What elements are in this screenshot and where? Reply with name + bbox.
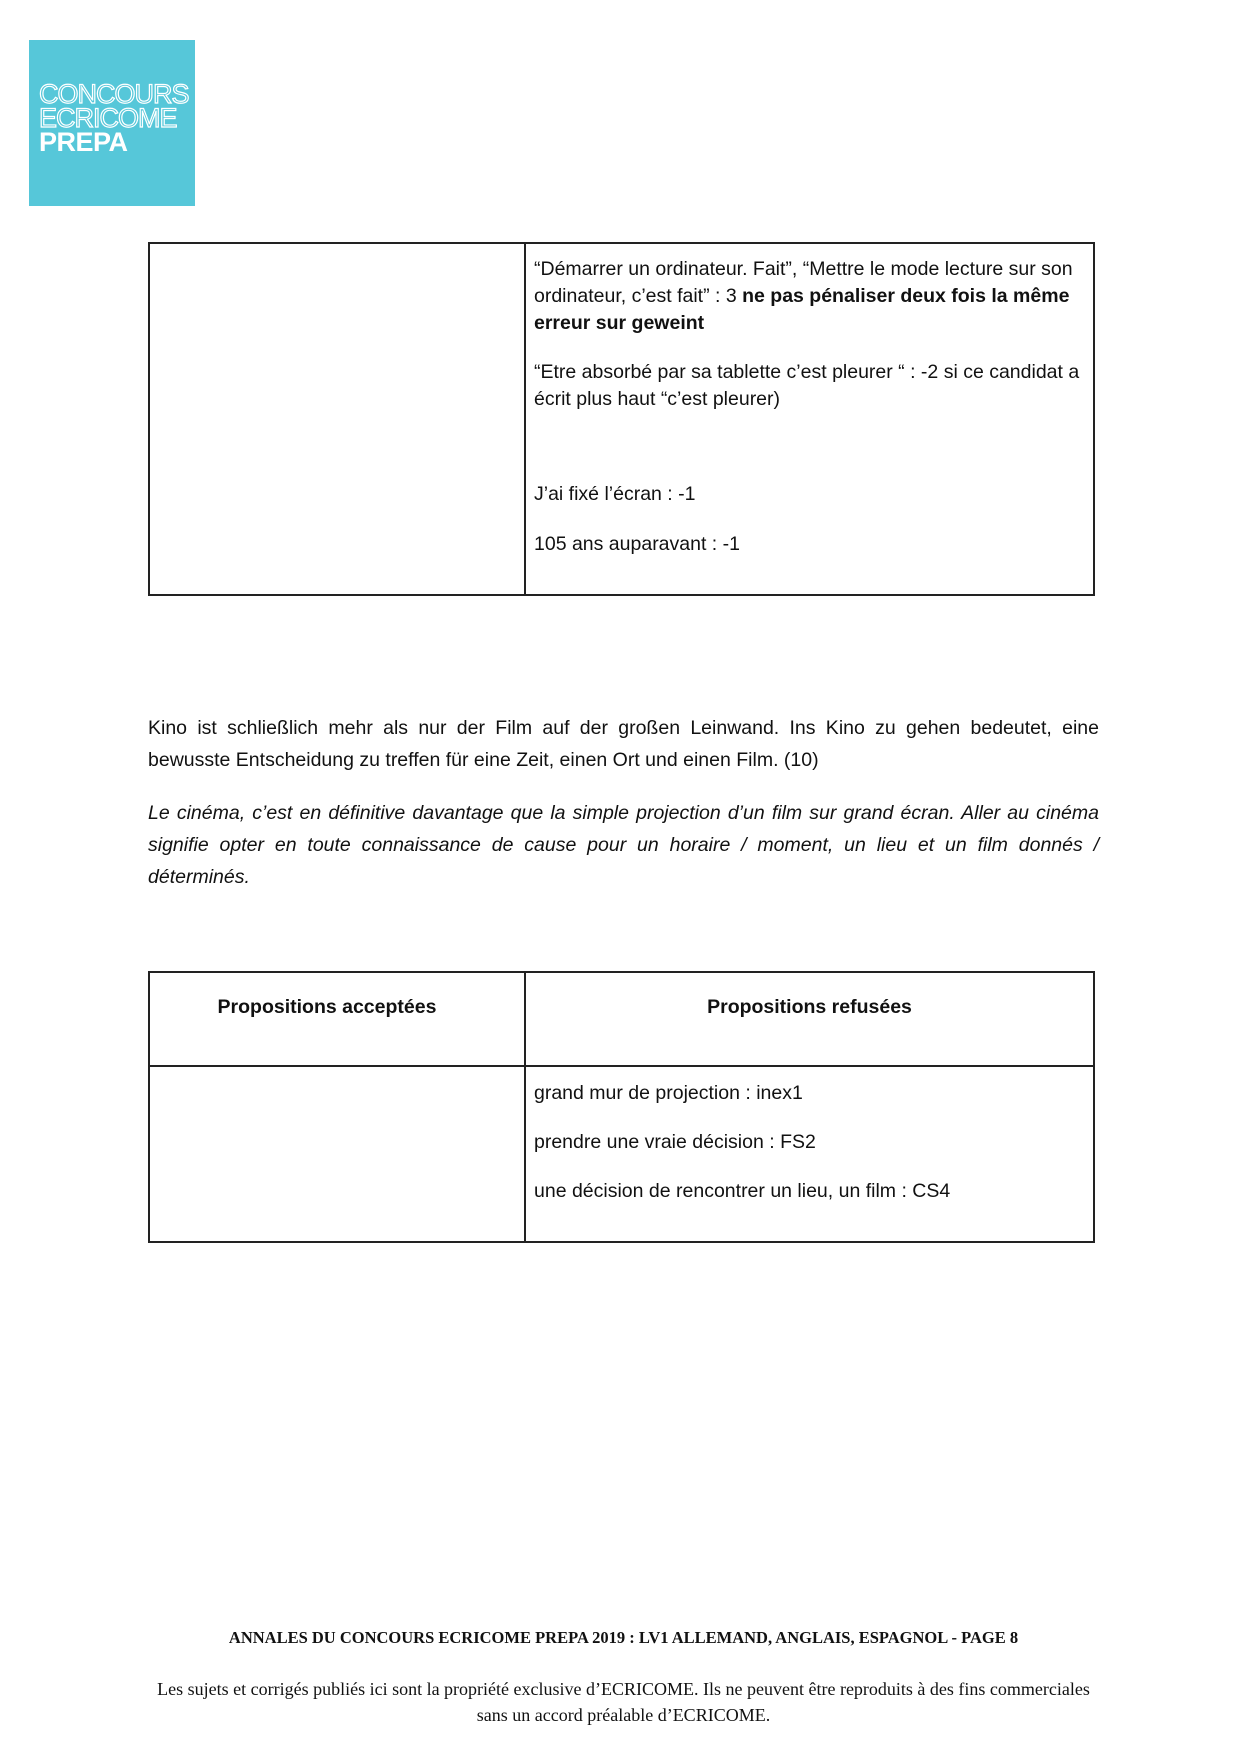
header-refused: Propositions refusées [707,996,912,1018]
footer-title: ANNALES DU CONCOURS ECRICOME PREPA 2019 : LV1 ALLEMAND, ANGLAIS, ESPAGNOL - PAGE 8 [228,1628,1019,1647]
logo-line-concours: CONCOURS [39,79,189,109]
table-row [150,1067,1093,1241]
table-header-row [150,973,1093,1067]
refused-item-note: ne pas pénaliser deux fois la même erreur sur geweint [534,285,1070,334]
refused-item: prendre une vraie décision : FS2 [534,1131,816,1153]
refused-item: 105 ans auparavant : -1 [534,533,740,555]
accepted-cell [150,244,526,594]
refused-item: une décision de rencontrer un lieu, un film : CS4 [534,1180,951,1202]
grading-table-continued [148,242,1095,596]
german-passage: Kino ist schließlich mehr als nur der Film auf der großen Leinwand. Ins Kino zu gehen bedeutet, eine bewusste Entscheidung zu treffen für eine Zeit, einen Ort und einen Film. (10) [148,717,1099,771]
refused-item: “Etre absorbé par sa tablette c’est pleurer “ : -2 si ce candidat a écrit plus haut “c’est pleurer) [534,361,1080,410]
refused-cell [526,1067,1093,1241]
propositions-table [148,971,1095,1243]
french-translation: Le cinéma, c’est en définitive davantage que la simple projection d’un film sur grand écran. Aller au cinéma signifie opter en toute connaissance de cause pour un horaire / moment, un lieu et un film donnés / déterminés. [148,802,1099,888]
refused-item: grand mur de projection : inex1 [534,1082,803,1104]
ecricome-logo [29,40,195,206]
refused-item-text: “Démarrer un ordinateur. Fait”, “Mettre le mode lecture sur son ordinateur, c’est fait” : 3 [534,258,1073,307]
table-row [150,244,1093,594]
refused-item: J’ai fixé l’écran : -1 [534,483,696,505]
header-accepted: Propositions acceptées [150,973,526,1065]
refused-item [534,256,1085,337]
logo-line-prepa: PREPA [39,127,128,157]
refused-cell [526,244,1093,594]
footer-copyright-note: Les sujets et corrigés publiés ici sont la propriété exclusive d’ECRICOME. Ils ne peuvent être reproduits à des fins commerciales sans un accord préalable d’ECRICOME. [157,1679,1090,1725]
logo-line-ecricome: ECRICOME [39,103,177,133]
accepted-cell [150,1067,526,1241]
